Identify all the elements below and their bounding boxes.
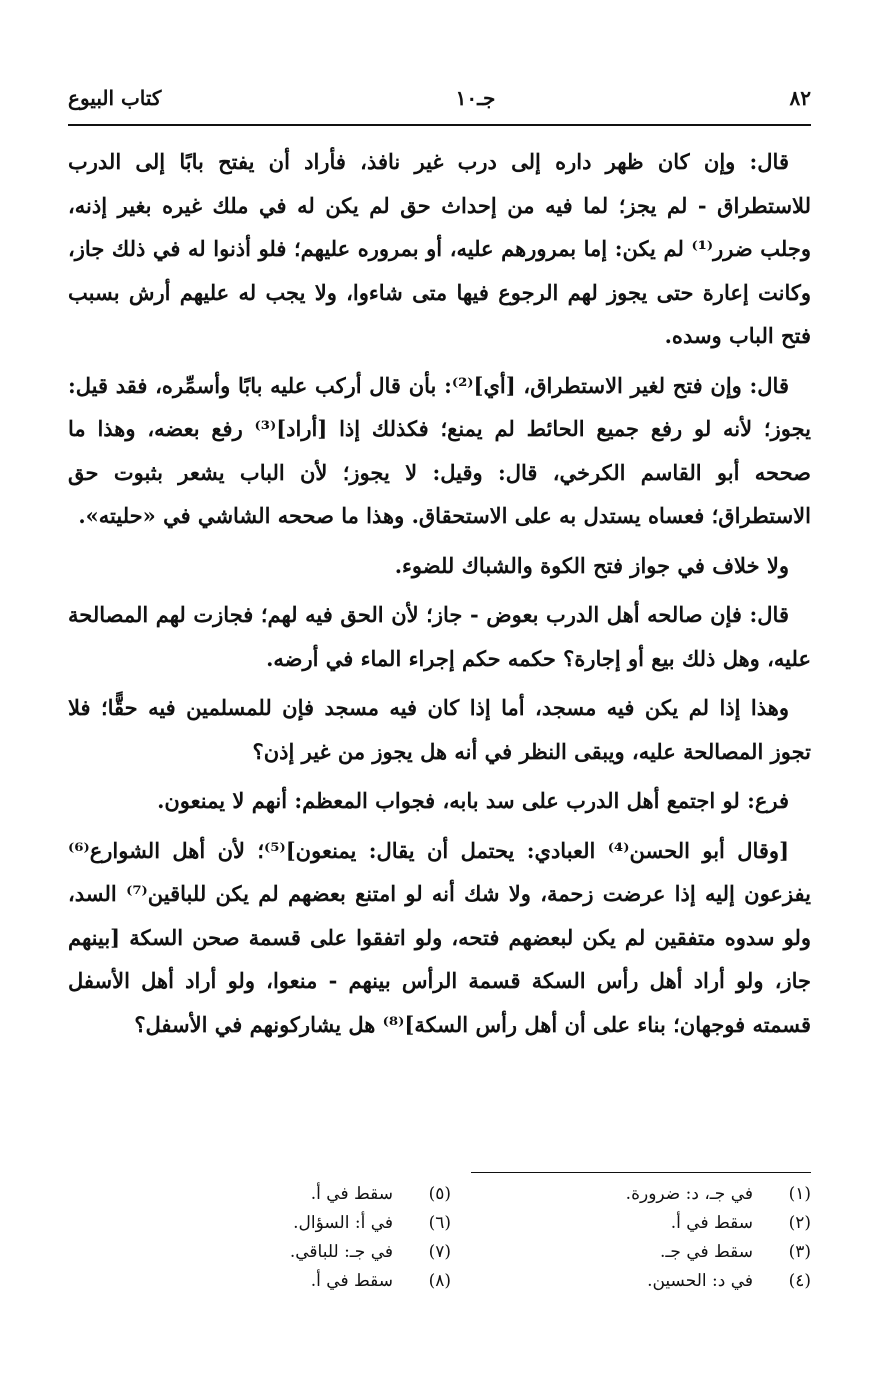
footnote-text: في جـ: للباقي. (289, 1242, 393, 1262)
paragraph: قال: فإن صالحه أهل الدرب بعوض - جاز؛ لأن الحق فيه لهم؛ فجازت لهم المصالحة عليه، وهل ذلك بيع أو إجارة؟ حكمه حكم إجراء الماء في أرضه. (68, 602, 811, 671)
paragraph: ولا خلاف في جواز فتح الكوة والشباك للضوء. (394, 552, 789, 578)
footnote-number: (٣) (788, 1242, 811, 1262)
footnote-number: (٨) (428, 1271, 451, 1291)
footnote (181, 1267, 451, 1296)
footnote-column-right (541, 1180, 811, 1296)
footnote-number: (٢) (788, 1213, 811, 1233)
footnotes (68, 1180, 811, 1296)
footnote-text: سقط في أ. (670, 1213, 753, 1233)
main-text (68, 140, 811, 1052)
footnote-text: سقط في جـ. (660, 1242, 753, 1262)
footnote-number: (٧) (428, 1242, 451, 1262)
paragraph: قال: وإن فتح لغير الاستطراق، [أي]⁽²⁾: بأن قال أركب عليه بابًا وأسمِّره، فقد قيل: يجوز؛ لأنه لو رفع جميع الحائط لم يمنع؛ فكذلك إذا [أراد]⁽³⁾ رفع بعضه، وهذا ما صححه أبو القاسم الكرخي، قال: وقيل: لا يجوز؛ لأن الباب يشعر بثبوت حق الاستطراق؛ فعساه يستدل به على الاستحقاق. وهذا ما صححه الشاشي في «حليته». (68, 372, 811, 528)
paragraph: [وقال أبو الحسن⁽⁴⁾ العبادي: يحتمل أن يقال: يمنعون]⁽⁵⁾؛ لأن أهل الشوارع⁽⁶⁾ يفزعون إليه إذا عرضت زحمة، ولا شك أنه لو امتنع بعضهم لم يكن للباقين⁽⁷⁾ السد، ولو سدوه متفقين لم يكن لبعضهم فتحه، ولو اتفقوا على قسمة صحن السكة [بينهم جاز، ولو أراد أهل رأس السكة قسمة الرأس بينهم - منعوا، ولو أراد أهل الأسفل قسمته فوجهان؛ بناء على أن أهل رأس السكة]⁽⁸⁾ هل يشاركونهم في الأسفل؟ (68, 837, 811, 1037)
footnote-text: في أ: السؤال. (293, 1213, 393, 1233)
running-header (68, 78, 811, 118)
footnote (181, 1180, 451, 1209)
footnote-number: (٦) (428, 1213, 451, 1233)
page-number: ٨٢ (789, 86, 811, 110)
footnote-number: (٤) (788, 1271, 811, 1291)
footnote-number: (٥) (428, 1184, 451, 1204)
footnote (541, 1209, 811, 1238)
footnote-number: (١) (788, 1184, 811, 1204)
footnote-text: في جـ، د: ضرورة. (625, 1184, 753, 1204)
volume-label: جـ١٠ (455, 86, 496, 110)
paragraph: قال: وإن كان ظهر داره إلى درب غير نافذ، فأراد أن يفتح بابًا إلى الدرب للاستطراق - لم يجز؛ لما فيه من إحداث حق لم يكن له في ملك غيره بغير إذنه، وجلب ضرر⁽¹⁾ لم يكن: إما بمرورهم عليه، أو بمروره عليهم؛ فلو أذنوا له في ذلك جاز، وكانت إعارة حتى يجوز لهم الرجوع فيها متى شاءوا، ولا يجب له عليهم أرش بسبب فتح الباب وسده. (68, 149, 811, 348)
paragraph: وهذا إذا لم يكن فيه مسجد، أما إذا كان فيه مسجد فإن للمسلمين فيه حقًّا؛ فلا تجوز المصالحة عليه، ويبقى النظر في أنه هل يجوز من غير إذن؟ (68, 695, 811, 764)
paragraph: فرع: لو اجتمع أهل الدرب على سد بابه، فجواب المعظم: أنهم لا يمنعون. (157, 788, 789, 813)
footnote (181, 1238, 451, 1267)
book-title: كتاب البيوع (68, 86, 162, 110)
header-divider (68, 124, 811, 126)
footnote-column-left (181, 1180, 451, 1296)
footnote-text: في د: الحسين. (647, 1271, 753, 1291)
footnote-text: سقط في أ. (310, 1271, 393, 1291)
footnote (541, 1180, 811, 1209)
footnote (541, 1267, 811, 1296)
footnote-text: سقط في أ. (310, 1184, 393, 1204)
footnote (541, 1238, 811, 1267)
footnote (181, 1209, 451, 1238)
footnote-divider (471, 1172, 811, 1173)
